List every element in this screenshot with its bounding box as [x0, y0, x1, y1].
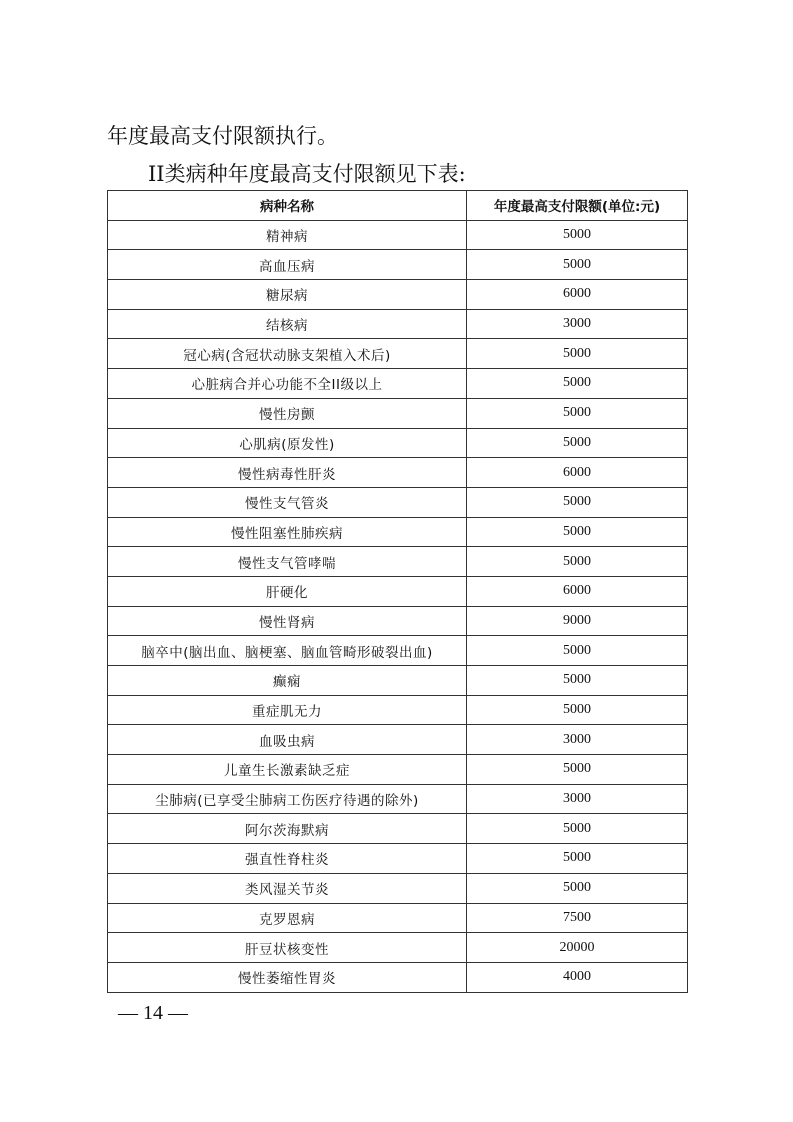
limit-amount-cell: 20000: [467, 933, 688, 963]
disease-name-cell: 肝硬化: [108, 576, 467, 606]
table-row: [108, 398, 688, 428]
disease-name-cell: 心脏病合并心功能不全II级以上: [108, 369, 467, 399]
disease-name-cell: 慢性房颤: [108, 398, 467, 428]
disease-name-cell: 心肌病(原发性): [108, 428, 467, 458]
table-row: [108, 903, 688, 933]
header-disease-name: 病种名称: [108, 191, 467, 221]
limit-amount-cell: 5000: [467, 339, 688, 369]
disease-name-cell: 癫痫: [108, 666, 467, 696]
limit-amount-cell: 6000: [467, 576, 688, 606]
disease-name-cell: 慢性支气管哮喘: [108, 547, 467, 577]
limit-amount-cell: 4000: [467, 962, 688, 992]
table-row: [108, 695, 688, 725]
disease-name-cell: 脑卒中(脑出血、脑梗塞、脑血管畸形破裂出血): [108, 636, 467, 666]
limit-amount-cell: 9000: [467, 606, 688, 636]
table-row: [108, 725, 688, 755]
disease-name-cell: 慢性阻塞性肺疾病: [108, 517, 467, 547]
table-row: [108, 666, 688, 696]
table-row: [108, 576, 688, 606]
limit-amount-cell: 3000: [467, 725, 688, 755]
limit-amount-cell: 3000: [467, 309, 688, 339]
paragraph-continuation: 年度最高支付限额执行。: [107, 124, 338, 148]
limit-amount-cell: 5000: [467, 844, 688, 874]
disease-name-cell: 慢性病毒性肝炎: [108, 458, 467, 488]
table-row: [108, 814, 688, 844]
table-row: [108, 458, 688, 488]
table-row: [108, 547, 688, 577]
limit-amount-cell: 5000: [467, 428, 688, 458]
limit-amount-cell: 5000: [467, 666, 688, 696]
payment-limit-table: [107, 190, 688, 993]
disease-name-cell: 阿尔茨海默病: [108, 814, 467, 844]
table-row: [108, 755, 688, 785]
limit-amount-cell: 5000: [467, 695, 688, 725]
limit-amount-cell: 5000: [467, 220, 688, 250]
table-row: [108, 517, 688, 547]
disease-name-cell: 冠心病(含冠状动脉支架植入术后): [108, 339, 467, 369]
disease-name-cell: 高血压病: [108, 250, 467, 280]
limit-amount-cell: 7500: [467, 903, 688, 933]
disease-name-cell: 尘肺病(已享受尘肺病工伤医疗待遇的除外): [108, 784, 467, 814]
limit-amount-cell: 5000: [467, 369, 688, 399]
table-row: [108, 933, 688, 963]
table-row: [108, 962, 688, 992]
limit-amount-cell: 6000: [467, 280, 688, 310]
disease-name-cell: 慢性萎缩性胃炎: [108, 962, 467, 992]
header-annual-limit: 年度最高支付限额(单位:元): [467, 191, 688, 221]
table-row: [108, 309, 688, 339]
table-row: [108, 844, 688, 874]
table-row: [108, 784, 688, 814]
table-row: [108, 250, 688, 280]
limit-amount-cell: 5000: [467, 250, 688, 280]
disease-name-cell: 结核病: [108, 309, 467, 339]
limit-amount-cell: 5000: [467, 398, 688, 428]
disease-name-cell: 强直性脊柱炎: [108, 844, 467, 874]
disease-name-cell: 糖尿病: [108, 280, 467, 310]
table-row: [108, 487, 688, 517]
limit-amount-cell: 5000: [467, 487, 688, 517]
table-row: [108, 220, 688, 250]
table-row: [108, 636, 688, 666]
table-body: [108, 220, 688, 992]
disease-name-cell: 肝豆状核变性: [108, 933, 467, 963]
limit-amount-cell: 3000: [467, 784, 688, 814]
limit-amount-cell: 5000: [467, 814, 688, 844]
limit-amount-cell: 5000: [467, 636, 688, 666]
table-row: [108, 339, 688, 369]
table-intro-text: II类病种年度最高支付限额见下表:: [148, 162, 466, 186]
table-header-row: [108, 191, 688, 221]
page-number: — 14 —: [118, 1002, 188, 1024]
disease-name-cell: 类风湿关节炎: [108, 873, 467, 903]
disease-name-cell: 血吸虫病: [108, 725, 467, 755]
disease-name-cell: 儿童生长激素缺乏症: [108, 755, 467, 785]
disease-name-cell: 重症肌无力: [108, 695, 467, 725]
disease-name-cell: 精神病: [108, 220, 467, 250]
limit-amount-cell: 5000: [467, 755, 688, 785]
disease-name-cell: 慢性支气管炎: [108, 487, 467, 517]
table-row: [108, 873, 688, 903]
table-row: [108, 606, 688, 636]
limit-amount-cell: 6000: [467, 458, 688, 488]
disease-name-cell: 克罗恩病: [108, 903, 467, 933]
table-row: [108, 280, 688, 310]
disease-name-cell: 慢性肾病: [108, 606, 467, 636]
limit-amount-cell: 5000: [467, 873, 688, 903]
table-row: [108, 428, 688, 458]
limit-amount-cell: 5000: [467, 517, 688, 547]
table-row: [108, 369, 688, 399]
limit-amount-cell: 5000: [467, 547, 688, 577]
